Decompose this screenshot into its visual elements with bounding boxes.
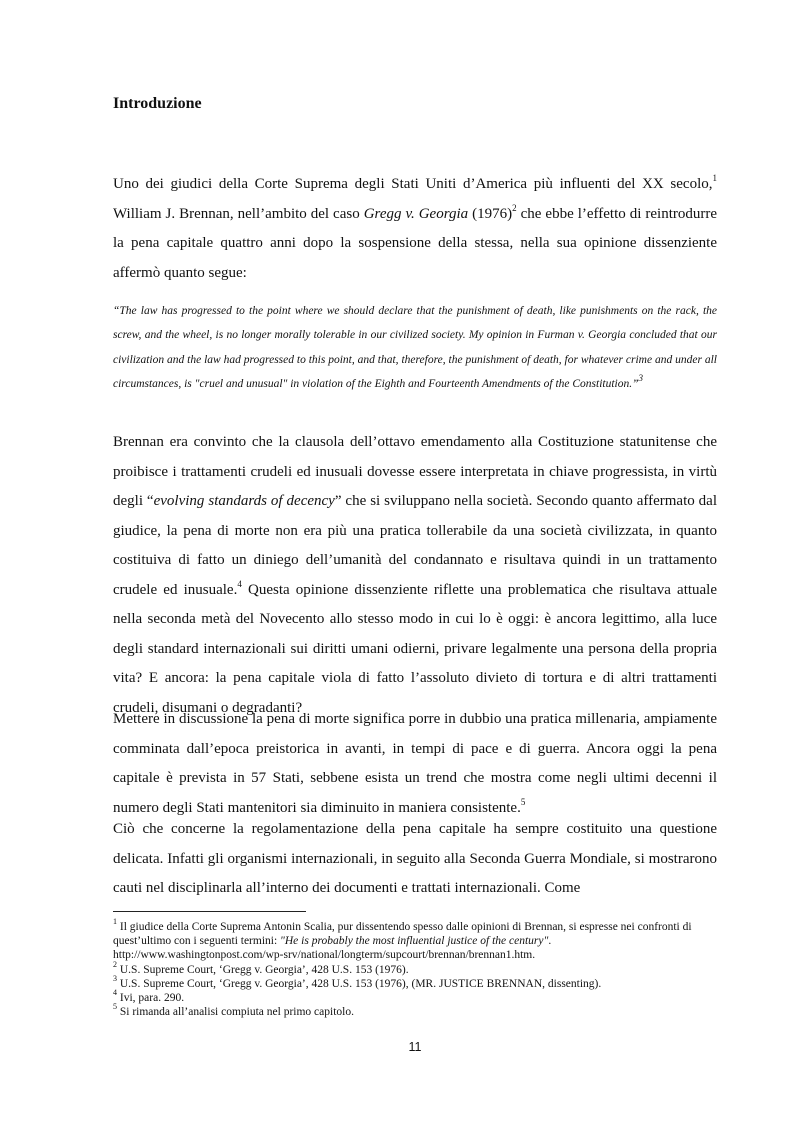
para2-text-a: Brennan era convinto che la clausola dell’ottavo emendamento alla Costituzione statunitense che proibisce i trattamenti crudeli ed inusuali dovesse essere interpretata in chiave progressista, in virtù degli “ bbox=[113, 434, 717, 509]
footnote-link: . http://www.washingtonpost.com/wp-srv/national/longterm/supcourt/brennan/brennan1.htm. bbox=[113, 935, 552, 962]
footnote-text: Si rimanda all’analisi compiuta nel primo capitolo. bbox=[117, 1006, 354, 1019]
footnote-ref-3: 3 bbox=[638, 373, 644, 384]
footnote-ref-1: 1 bbox=[712, 173, 717, 183]
intro-text-2: William J. Brennan, nell’ambito del caso bbox=[113, 205, 360, 222]
footnote-number: 2 bbox=[113, 959, 117, 969]
footnote-text: Il giudice della Corte Suprema Antonin Scalia, pur dissentendo spesso dalle opinioni di Brennan, si espresse nei confronti di quest’ultimo con i seguenti termini: bbox=[113, 921, 692, 948]
footnote-number: 4 bbox=[113, 988, 117, 998]
footnote-ref-4: 4 bbox=[237, 578, 242, 589]
footnote-2 bbox=[113, 959, 717, 977]
block-quote bbox=[113, 299, 717, 397]
footnote-number: 3 bbox=[113, 973, 117, 983]
emphasis-phrase: evolving standards of decency bbox=[153, 493, 335, 509]
case-name: Gregg v. Georgia bbox=[363, 205, 469, 222]
footnote-1 bbox=[113, 917, 717, 963]
footnote-5 bbox=[113, 1002, 717, 1019]
quote-text: “The law has progressed to the point where we should declare that the punishment of death, like punishments on the rack, the screw, and the wheel, is no longer morally tolerable in our civilized society. My opinion in Furman v. Georgia concluded that our civilization and the law had progressed to this point, and that, therefore, the punishment of death, for whatever crime and under all circumstances, is "cruel and unusual" in violation of the Eighth and Fourteenth Amendments of the Constitution.” bbox=[113, 305, 717, 391]
para2-text-b: ” che si sviluppano nella società. Secondo quanto affermato dal giudice, la pena di morte non era più una pratica tollerabile da una società civilizzata, in quanto costituiva di fatto un diniego dell’umanità del condannato e risultava quindi in un trattamento crudele ed inusuale. bbox=[113, 493, 718, 598]
intro-text-1: Uno dei giudici della Corte Suprema degli Stati Uniti d’America più influenti del XX secolo, bbox=[113, 176, 713, 192]
footnotes bbox=[113, 917, 717, 1019]
footnote-ref-5: 5 bbox=[520, 796, 526, 807]
footnote-text: U.S. Supreme Court, ‘Gregg v. Georgia’, 428 U.S. 153 (1976). bbox=[117, 963, 409, 976]
footnote-3 bbox=[113, 973, 717, 991]
intro-paragraph bbox=[113, 170, 717, 288]
intro-text-4: che ebbe l’effetto di reintrodurre la pena capitale quattro anni dopo la sospensione della stessa, nella sua opinione dissenziente affermò quanto segue: bbox=[113, 205, 718, 281]
paragraph-regulation: Ciò che concerne la regolamentazione della pena capitale ha sempre costituito una questione delicata. Infatti gli organismi internazionali, in seguito alla Seconda Guerra Mondiale, si mostrarono cauti nel disciplinarla all’interno dei documenti e trattati internazionali. Come bbox=[113, 821, 717, 896]
footnote-number: 5 bbox=[113, 1002, 117, 1012]
footnote-text: U.S. Supreme Court, ‘Gregg v. Georgia’, 428 U.S. 153 (1976), (MR. JUSTICE BRENNAN, dissenting). bbox=[117, 977, 602, 990]
para2-text-c: Questa opinione dissenziente riflette una problematica che risultava attuale nella seconda metà del Novecento allo stesso modo in cui lo è oggi: è ancora legittimo, alla luce degli standard internazionali sui diritti umani odierni, privare legalmente una persona della propria vita? E ancora: la pena capitale viola di fatto l’assoluto divieto di tortura e di altri trattamenti crudeli, disumani o degradanti? bbox=[113, 581, 718, 716]
footnote-divider bbox=[113, 911, 306, 912]
footnote-text: Ivi, para. 290. bbox=[117, 992, 185, 1005]
para3-text: Mettere in discussione la pena di morte significa porre in dubbio una pratica millenaria, ampiamente comminata dall’epoca preistorica in avanti, in tempi di pace e di guerra. Ancora oggi la pena capitale è prevista in 57 Stati, sebbene esista un trend che mostra come negli ultimi decenni il numero degli Stati mantenitori sia diminuito in maniera consistente. bbox=[113, 711, 717, 816]
footnote-ref-2: 2 bbox=[512, 202, 517, 213]
intro-text-3: (1976) bbox=[472, 205, 513, 222]
paragraph-brennan bbox=[113, 428, 717, 723]
section-heading: Introduzione bbox=[113, 95, 202, 112]
page-number: 11 bbox=[408, 1040, 422, 1054]
paragraph-history bbox=[113, 705, 717, 823]
footnote-number: 1 bbox=[113, 917, 117, 927]
footnote-4 bbox=[113, 988, 717, 1005]
footnote-quote: "He is probably the most influential justice of the century" bbox=[280, 935, 549, 948]
